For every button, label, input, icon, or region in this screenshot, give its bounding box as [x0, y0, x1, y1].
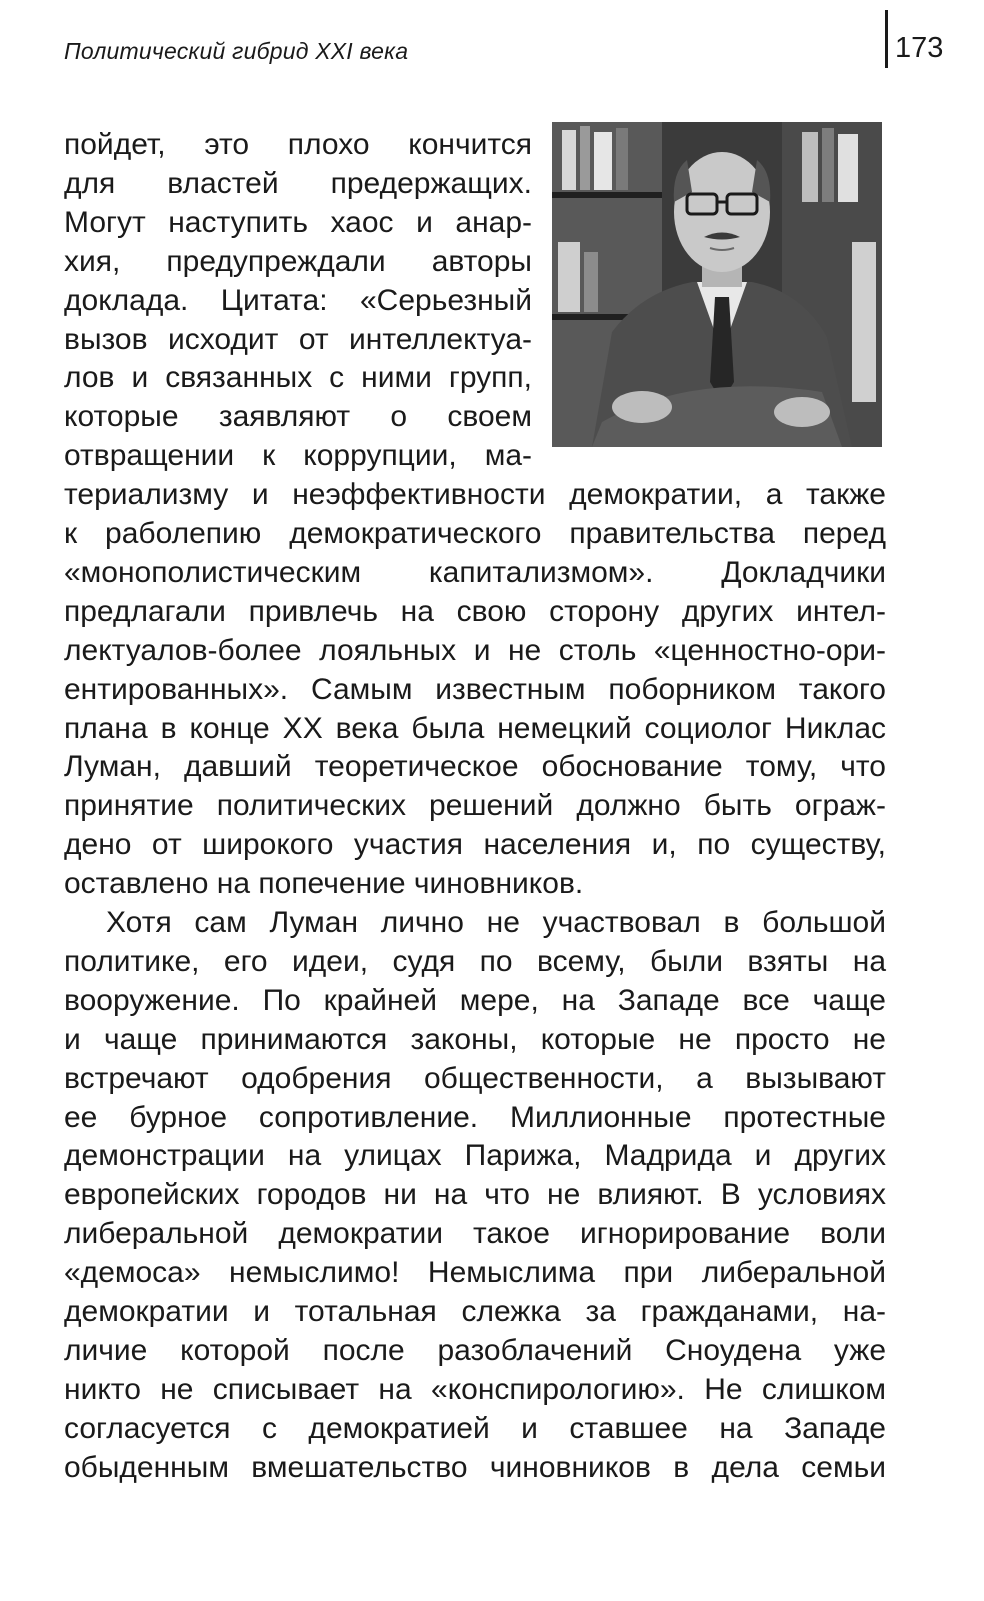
- text-line: обыденным вмешательство чиновников в дела семьи: [64, 1451, 886, 1484]
- text-line: которые заявляют о своем: [64, 400, 532, 433]
- text-line: доклада. Цитата: «Серьезный: [64, 284, 532, 317]
- text-line: ентированных». Самым известным поборником такого: [64, 673, 886, 706]
- text-line: Луман, давший теоретическое обоснование тому, что: [64, 750, 886, 783]
- text-line: для властей предержащих.: [64, 167, 532, 200]
- text-line: и чаще принимаются законы, которые не просто не: [64, 1023, 886, 1056]
- text-line: европейских городов ни на что не влияют. В условиях: [64, 1178, 886, 1211]
- running-head: Политический гибрид XXI века: [64, 38, 409, 64]
- portrait-photo: [552, 122, 882, 447]
- page-number: 173: [895, 32, 944, 64]
- text-line: Могут наступить хаос и анар-: [64, 206, 532, 239]
- text-line: Хотя сам Луман лично не участвовал в большой: [106, 906, 886, 939]
- text-line: дено от широкого участия населения и, по существу,: [64, 828, 886, 861]
- text-line: отвращении к коррупции, ма-: [64, 439, 532, 472]
- text-line: к раболепию демократического правительства перед: [64, 517, 886, 550]
- text-line: согласуется с демократией и ставшее на Западе: [64, 1412, 886, 1445]
- text-line: ее бурное сопротивление. Миллионные протестные: [64, 1101, 886, 1134]
- text-line: демократии и тотальная слежка за гражданами, на-: [64, 1295, 886, 1328]
- text-line: лектуалов-более лояльных и не столь «ценностно-ори-: [64, 634, 886, 667]
- text-line: принятие политических решений должно быть ограж-: [64, 789, 886, 822]
- text-line: вооружение. По крайней мере, на Западе все чаще: [64, 984, 886, 1017]
- text-line: лов и связанных с ними групп,: [64, 361, 532, 394]
- text-line: «демоса» немыслимо! Немыслима при либеральной: [64, 1256, 886, 1289]
- text-line: оставлено на попечение чиновников.: [64, 867, 584, 900]
- text-line: плана в конце XX века была немецкий социолог Никлас: [64, 712, 886, 745]
- text-line: политике, его идеи, судя по всему, были взяты на: [64, 945, 886, 978]
- text-line: предлагали привлечь на свою сторону других интел-: [64, 595, 886, 628]
- portrait-illustration: [552, 122, 882, 447]
- text-line: «монополистическим капитализмом». Докладчики: [64, 556, 886, 589]
- text-line: териализму и неэффективности демократии, а также: [64, 478, 886, 511]
- text-line: вызов исходит от интеллектуа-: [64, 323, 532, 356]
- text-line: встречают одобрения общественности, а вызывают: [64, 1062, 886, 1095]
- text-line: хия, предупреждали авторы: [64, 245, 532, 278]
- text-line: пойдет, это плохо кончится: [64, 128, 532, 161]
- text-line: личие которой после разоблачений Сноудена уже: [64, 1334, 886, 1367]
- text-line: либеральной демократии такое игнорирование воли: [64, 1217, 886, 1250]
- header-rule: [885, 10, 888, 68]
- text-line: демонстрации на улицах Парижа, Мадрида и других: [64, 1139, 886, 1172]
- text-line: никто не списывает на «конспирологию». Не слишком: [64, 1373, 886, 1406]
